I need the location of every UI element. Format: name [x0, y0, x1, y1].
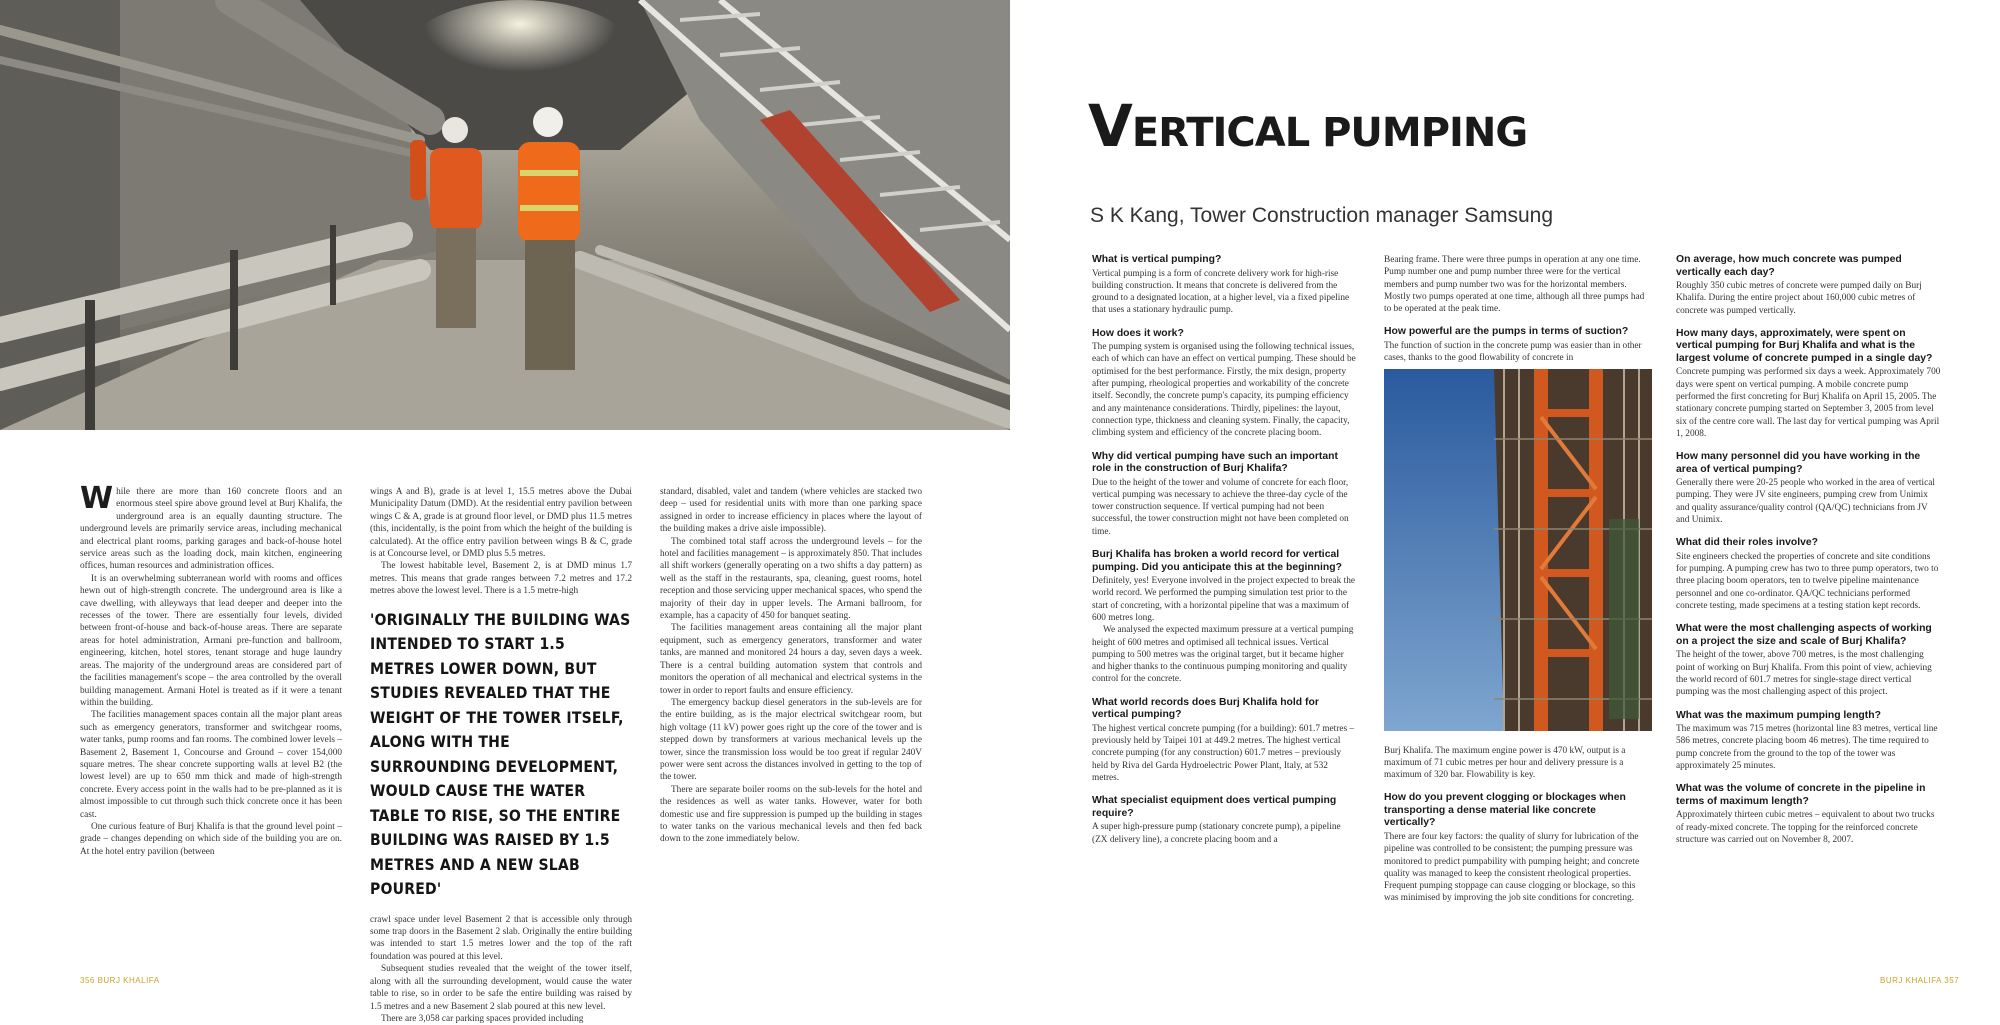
question-heading: How does it work? [1092, 327, 1184, 339]
body-paragraph: While there are more than 160 concrete floors and an enormous steel spire above ground level at Burj Khalifa, the underground area is an equally daunting structure. The underground levels are primarily service areas, including mechanical and electrical plant rooms, parking garages and back-of-house hotel service areas such as the loading dock, main kitchen, engineering offices, human resources and administration offices. [80, 481, 342, 572]
page-number-right: BURJ KHALIFA 357 [1880, 976, 1960, 985]
question-heading: On average, how much concrete was pumped vertically each day? [1676, 254, 1902, 278]
interview-column-3 [1676, 254, 1941, 857]
body-paragraph: The emergency backup diesel generators in the sub-levels are for the entire building, as is the major electrical switchgear room, but high voltage (11 kV) power goes right up the core of the tower and is stepped down by transformers at various mechanical levels up the tower, since the transmission loss would be too great if regular 240V power were sent across the distances involved in getting to the top of the tower. [660, 697, 922, 783]
body-paragraph: The lowest habitable level, Basement 2, is at DMD minus 1.7 metres. This means that grade ranges between 7.2 metres and 17.2 metres above the lowest level. There is a 1.5 metre-high [370, 561, 632, 597]
byline: S K Kang, Tower Construction manager Samsung [1090, 204, 1554, 227]
question-heading: What did their roles involve? [1676, 537, 1819, 549]
answer-text: Due to the height of the tower and volume of concrete for each floor, vertical pumping was necessary to achieve the three-day cycle of the tower construction sequence. If vertical pumping had not been successful, the tower construction might not have been completed on time. [1092, 477, 1349, 537]
question-heading: What was the volume of concrete in the pipeline in terms of maximum length? [1676, 783, 1926, 807]
left-text-column-3 [660, 486, 922, 846]
answer-text: We analysed the expected maximum pressure at a vertical pumping height of 600 metres and optimised all technical issues. Vertical pumping to 500 metres was the original target, but it became higher and higher thanks to the continuous pumping monitoring and quality control for the concrete. [1092, 625, 1354, 685]
answer-text: Vertical pumping is a form of concrete delivery work for high-rise building construction. It means that concrete is delivered from the ground to a designated location, at a higher level, via a fixed pipeline that uses a stationary hydraulic pump. [1092, 268, 1350, 316]
interview-column-1 [1092, 254, 1357, 857]
tunnel-photo [0, 0, 1010, 430]
body-paragraph: The combined total staff across the underground levels – for the hotel and facilities management – is approximately 850. That includes all shift workers (generally operating on a two shifts a day pattern) as well as the staff in the restaurants, spa, cleaning, guest rooms, hotel reception and those servicing upper mechanical spaces, who spend the majority of their day in upper levels. The Armani ballroom, for example, has a capacity of 450 for banquet seating. [660, 536, 922, 622]
question-heading: How do you prevent clogging or blockages when transporting a dense material like concrete vertically? [1384, 792, 1626, 829]
question-heading: Burj Khalifa has broken a world record for vertical pumping. Did you anticipate this at the beginning? [1092, 549, 1342, 573]
question-heading: What specialist equipment does vertical pumping require? [1092, 795, 1337, 819]
body-paragraph: There are 3,058 car parking spaces provided including [381, 1013, 584, 1024]
body-paragraph: crawl space under level Basement 2 that is accessible only through some trap doors in the Basement 2 slab. Originally the entire building was intended to start 1.5 metres lower and the top of the raft foundation was poured at this level. [370, 914, 632, 962]
answer-text: There are four key factors: the quality of slurry for lubrication of the pipeline was controlled to be consistent; the pumping pressure was monitored to predict pumpability with pumping height; and concrete quality was managed to keep the consistent rheological properties. Frequent pumping stoppage can cause clogging or blockage, so this was minimised by improving the job site conditions for concreting. [1384, 831, 1640, 904]
body-paragraph: One curious feature of Burj Khalifa is that the ground level point – grade – changes depending on which side of the building you are on. At the hotel entry pavilion (between [80, 821, 342, 857]
question-heading: Why did vertical pumping have such an important role in the construction of Burj Khalifa? [1092, 450, 1338, 475]
question-heading: What world records does Burj Khalifa hold for vertical pumping? [1092, 696, 1319, 721]
body-paragraph: It is an overwhelming subterranean world with rooms and offices hewn out of high-strength concrete. The underground area is like a cave dwelling, with alleyways that lead deeper and deeper into the recesses of the tower. There are essentially four levels, divided between front-of-house and back-of-house areas. There are separate areas for hotel administration, Armani pre-function and ballroom, engineering, kitchen, hotel stores, tenant storage and huge laundry areas. The majority of the underground areas are considered part of the facilities management's scope – the area controlled by the overall building management. Armani Hotel is treated as if it were a tenant within the building. [80, 573, 342, 708]
question-heading: What were the most challenging aspects of working on a project the size and scale of Burj Khalifa? [1676, 623, 1932, 647]
answer-text: Site engineers checked the properties of concrete and site conditions for pumping. A pumping crew has two to three pump operators, two to three placing boom operators, ten to twelve pipeline maintenance personnel and one co-ordinator. QA/QC technicians performed concrete testing, made specimens at a testing station kept records. [1676, 551, 1939, 612]
question-heading: How many personnel did you have working in the area of vertical pumping? [1676, 451, 1921, 475]
question-heading: What was the maximum pumping length? [1676, 709, 1881, 721]
interview-column-2 [1384, 254, 1649, 916]
pump-rig-photo [1384, 369, 1652, 731]
question-heading: What is vertical pumping? [1092, 254, 1222, 265]
body-paragraph: The facilities management spaces contain all the major plant areas such as emergency generators, transformer and switchgear rooms, water tanks, pump rooms and fan rooms. The combined lower levels – Basement 2, Basement 1, Concourse and Ground – cover 154,000 square metres. The shear concrete supporting walls at level B2 (the lowest level) are up to 650 mm thick and made of high-strength concrete. Every access point in the walls had to be pre-planned as it is almost impossible to cut through such thick concrete once it has been cast. [80, 710, 342, 820]
pull-quote: 'ORIGINALLY THE BUILDING WAS INTENDED TO START 1.5 METRES LOWER DOWN, BUT STUDIES REVEALED THAT THE WEIGHT OF THE TOWER ITSELF, ALONG WITH THE SURROUNDING DEVELOPMENT, WOULD CAUSE THE WATER TABLE TO RISE, SO THE ENTIRE BUILDING WAS RAISED BY 1.5 METRES AND A NEW SLAB POURED' [370, 610, 631, 899]
answer-text: The maximum was 715 metres (horizontal line 83 metres, vertical line 586 metres, concrete placing boom 46 metres). The time required to pump concrete from the ground to the top of the tower was approximately 25 minutes. [1676, 724, 1938, 771]
answer-text: Roughly 350 cubic metres of concrete were pumped daily on Burj Khalifa. During the entire project about 160,000 cubic metres of concrete was pumped vertically. [1676, 281, 1922, 316]
body-paragraph: There are separate boiler rooms on the sub-levels for the hotel and the residences as well as water tanks. However, water for both domestic use and fire suppression is pumped up the building in stages to water tanks on the various mechanical levels and then fed back down to the zone immediately below. [660, 784, 922, 845]
answer-text: The function of suction in the concrete pump was easier than in other cases, thanks to the good flowability of concrete in [1384, 340, 1642, 364]
page-title: VERTICAL PUMPING [1088, 92, 1528, 160]
answer-text: The height of the tower, above 700 metres, is the most challenging point of working on Burj Khalifa. From this point of view, achieving the world record of 601.7 metres for single-stage direct vertical pumping was the most challenging aspect of this project. [1676, 650, 1932, 698]
question-heading: How many days, approximately, were spent on vertical pumping for Burj Khalifa and what is the largest volume of concrete pumped in a single day? [1676, 327, 1933, 364]
body-paragraph: Subsequent studies revealed that the weight of the tower itself, along with all the surrounding development, would cause the water table to rise, so in order to be safe the entire building was raised by 1.5 metres and a new Basement 2 slab poured at this new level. [370, 964, 632, 1012]
answer-text: Approximately thirteen cubic metres – equivalent to about two trucks of ready-mixed concrete. The topping for the reinforced concrete structure was carried out on November 8, 2007. [1676, 810, 1935, 845]
body-paragraph: standard, disabled, valet and tandem (where vehicles are stacked two deep – used for residential units with more than one parking space assigned in order to increase efficiency in places where the layout of the building makes a drive aisle impossible). [660, 487, 922, 535]
page-number-left: 356 BURJ KHALIFA [80, 976, 160, 985]
answer-text: Concrete pumping was performed six days a week. Approximately 700 days were spent on vertical pumping. A mobile concrete pump performed the first concreting for Burj Khalifa on April 15, 2005. The stationary concrete pumping started on September 3, 2005 from level six of the centre core wall. The last day for vertical pumping was April 1, 2008. [1676, 367, 1941, 439]
answer-text: Generally there were 20-25 people who worked in the area of vertical pumping. They were JV site engineers, pumping crew from Unimix and quality assurance/quality control (QA/QC) technicians from JV and Unimix. [1676, 478, 1935, 526]
body-paragraph: The facilities management areas containing all the major plant equipment, such as emergency generators, transformer and water tanks, are manned and monitored 24 hours a day, seven days a week. There is a central building automation system that controls and monitors the operation of all mechanical and electrical systems in the tower in order to report faults and ensure efficiency. [660, 623, 922, 696]
answer-text: Definitely, yes! Everyone involved in the project expected to break the world record. We performed the pumping simulation test prior to the start of concreting, with a horizontal pipeline that was a maximum of 600 metres long. [1092, 576, 1355, 623]
answer-text: Bearing frame. There were three pumps in operation at any one time. Pump number one and pump number three were for the vertical members and pump number two was for the horizontal members. Mostly two pumps operated at one time, although all three pumps had to be operated at the peak time. [1384, 255, 1645, 315]
answer-text: Burj Khalifa. The maximum engine power is 470 kW, output is a maximum of 71 cubic metres per hour and delivery pressure is a maximum of 320 bar. Flowability is key. [1384, 745, 1626, 781]
left-text-column-1 [80, 481, 342, 858]
body-paragraph: wings A and B), grade is at level 1, 15.5 metres above the Dubai Municipality Datum (DMD). At the residential entry pavilion between wings C & A, grade is at ground floor level, or DMD plus 11.5 metres (this, incidentally, is the point from which the height of the building is calculated). At the office entry pavilion between wings B & C, grade is at Concourse level, or DMD plus 5.5 metres. [370, 487, 632, 560]
answer-text: The highest vertical concrete pumping (for a building): 601.7 metres – previously held by Taipei 101 at 449.2 metres. The highest vertical concrete pumping (for any construction) 601.7 metres – previously held by Riva del Garda Hydroelectric Power Plant, Italy, at 532 metres. [1092, 723, 1355, 783]
answer-text: The pumping system is organised using the following technical issues, each of which can have an effect on vertical pumping. These should be optimised for the best performance. Firstly, the mix design, property after pumping, rheological properties and workability of the concrete itself. Secondly, the concrete pump's capacity, its pumping efficiency and any maintenance considerations. Thirdly, pipelines: the layout, connection type, thickness and cleaning system. Finally, the capacity, climbing system and efficiency of the concrete placing boom. [1092, 342, 1356, 439]
left-text-column-2 [370, 486, 632, 1025]
drop-cap: W [80, 481, 114, 516]
answer-text: A super high-pressure pump (stationary concrete pump), a pipeline (ZX delivery line), a concrete placing boom and a [1092, 822, 1341, 845]
question-heading: How powerful are the pumps in terms of suction? [1384, 326, 1629, 338]
